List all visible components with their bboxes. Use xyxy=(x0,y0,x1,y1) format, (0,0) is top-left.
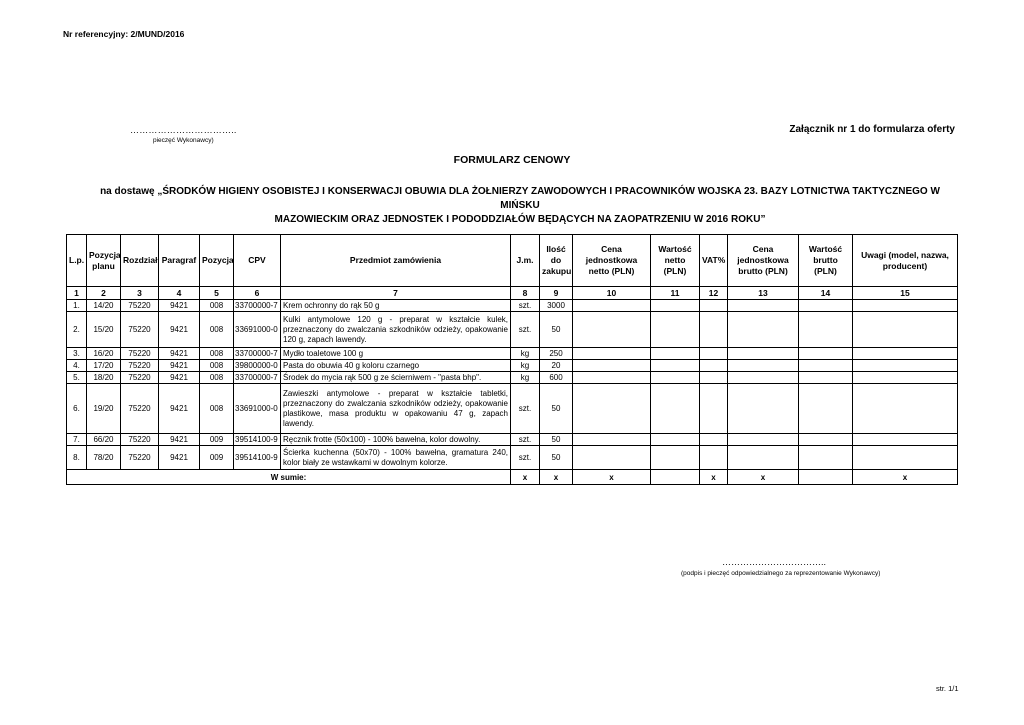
table-row xyxy=(67,372,958,384)
cell-wartosc-netto[interactable] xyxy=(651,348,700,360)
cell-rozdzial: 75220 xyxy=(121,372,159,384)
table-row xyxy=(67,300,958,312)
header-row xyxy=(67,235,958,287)
col-header-jm: J.m. xyxy=(511,235,540,287)
cell-vat[interactable] xyxy=(700,434,728,446)
cell-przedmiot: Kulki antymolowe 120 g - preparat w kształcie kulek, przeznaczony do zwalczania szkodników odzieży, opakowanie 120 g, zapach lawendy. xyxy=(281,312,511,348)
cell-wartosc-brutto[interactable] xyxy=(799,360,853,372)
col-number: 11 xyxy=(651,287,700,300)
cell-paragraf: 9421 xyxy=(159,300,200,312)
cell-wartosc-brutto[interactable] xyxy=(799,446,853,470)
cell-cena-netto[interactable] xyxy=(573,312,651,348)
cell-cpv: 39800000-0 xyxy=(234,360,281,372)
total-x-mark: x xyxy=(511,470,540,485)
cell-cena-netto[interactable] xyxy=(573,446,651,470)
cell-rozdzial: 75220 xyxy=(121,446,159,470)
cell-plan: 66/20 xyxy=(87,434,121,446)
form-subtitle xyxy=(80,185,960,227)
cell-przedmiot: Mydło toaletowe 100 g xyxy=(281,348,511,360)
column-numbers-row xyxy=(67,287,958,300)
stamp-label: pieczęć Wykonawcy) xyxy=(153,137,214,144)
cell-ilosc: 250 xyxy=(540,348,573,360)
cell-przedmiot: Pasta do obuwia 40 g koloru czarnego xyxy=(281,360,511,372)
cell-lp: 8. xyxy=(67,446,87,470)
cell-wartosc-brutto[interactable] xyxy=(799,300,853,312)
cell-cena-netto[interactable] xyxy=(573,384,651,434)
cell-cena-netto[interactable] xyxy=(573,360,651,372)
cell-cpv: 39514100-9 xyxy=(234,434,281,446)
cell-vat[interactable] xyxy=(700,446,728,470)
cell-paragraf: 9421 xyxy=(159,372,200,384)
col-header-pozycja: Pozycja xyxy=(200,235,234,287)
table-row xyxy=(67,446,958,470)
cell-jm: szt. xyxy=(511,446,540,470)
annex-label: Załącznik nr 1 do formularza oferty xyxy=(789,124,955,135)
signature-label: (podpis i pieczęć odpowiedzialnego za reprezentowanie Wykonawcy) xyxy=(681,570,881,577)
cell-plan: 19/20 xyxy=(87,384,121,434)
cell-uwagi[interactable] xyxy=(853,446,958,470)
cell-plan: 15/20 xyxy=(87,312,121,348)
cell-rozdzial: 75220 xyxy=(121,312,159,348)
cell-jm: kg xyxy=(511,360,540,372)
cell-ilosc: 50 xyxy=(540,434,573,446)
col-header-wartosc-netto: Wartość netto (PLN) xyxy=(651,235,700,287)
cell-rozdzial: 75220 xyxy=(121,360,159,372)
cell-plan: 18/20 xyxy=(87,372,121,384)
cell-pozycja: 009 xyxy=(200,434,234,446)
cell-uwagi[interactable] xyxy=(853,348,958,360)
cell-ilosc: 50 xyxy=(540,312,573,348)
col-header-rozdzial: Rozdział xyxy=(121,235,159,287)
cell-lp: 7. xyxy=(67,434,87,446)
cell-ilosc: 600 xyxy=(540,372,573,384)
col-number: 1 xyxy=(67,287,87,300)
cell-pozycja: 009 xyxy=(200,446,234,470)
cell-paragraf: 9421 xyxy=(159,384,200,434)
col-header-wartosc-brutto: Wartość brutto (PLN) xyxy=(799,235,853,287)
cell-lp: 2. xyxy=(67,312,87,348)
cell-lp: 5. xyxy=(67,372,87,384)
col-number: 3 xyxy=(121,287,159,300)
cell-wartosc-brutto[interactable] xyxy=(799,434,853,446)
price-table xyxy=(66,234,958,485)
cell-vat[interactable] xyxy=(700,384,728,434)
cell-rozdzial: 75220 xyxy=(121,384,159,434)
col-number: 5 xyxy=(200,287,234,300)
stamp-dots: …………………………….. xyxy=(130,125,237,135)
col-number: 10 xyxy=(573,287,651,300)
cell-rozdzial: 75220 xyxy=(121,300,159,312)
col-header-ilosc: Ilość do zakupu xyxy=(540,235,573,287)
cell-wartosc-netto[interactable] xyxy=(651,372,700,384)
cell-cena-brutto[interactable] xyxy=(728,372,799,384)
cell-paragraf: 9421 xyxy=(159,348,200,360)
cell-plan: 78/20 xyxy=(87,446,121,470)
col-header-plan: Pozycja planu xyxy=(87,235,121,287)
cell-uwagi[interactable] xyxy=(853,372,958,384)
cell-plan: 14/20 xyxy=(87,300,121,312)
cell-cena-brutto[interactable] xyxy=(728,360,799,372)
total-wartosc-brutto[interactable] xyxy=(799,470,853,485)
cell-vat[interactable] xyxy=(700,300,728,312)
col-number: 8 xyxy=(511,287,540,300)
cell-rozdzial: 75220 xyxy=(121,348,159,360)
cell-wartosc-brutto[interactable] xyxy=(799,384,853,434)
cell-jm: szt. xyxy=(511,384,540,434)
cell-cpv: 39514100-9 xyxy=(234,446,281,470)
cell-uwagi[interactable] xyxy=(853,300,958,312)
cell-cpv: 33700000-7 xyxy=(234,372,281,384)
cell-vat[interactable] xyxy=(700,360,728,372)
cell-lp: 3. xyxy=(67,348,87,360)
total-x-mark: x xyxy=(573,470,651,485)
total-x-mark: x xyxy=(540,470,573,485)
cell-uwagi[interactable] xyxy=(853,312,958,348)
cell-cena-netto[interactable] xyxy=(573,434,651,446)
cell-cena-netto[interactable] xyxy=(573,300,651,312)
cell-jm: kg xyxy=(511,348,540,360)
col-number: 7 xyxy=(281,287,511,300)
subtitle-line-2: MAZOWIECKIM ORAZ JEDNOSTEK I PODODDZIAŁÓW BĘDĄCYCH NA ZAOPATRZENIU W 2016 ROKU” xyxy=(274,214,766,225)
col-number: 4 xyxy=(159,287,200,300)
cell-cena-brutto[interactable] xyxy=(728,312,799,348)
cell-cena-brutto[interactable] xyxy=(728,300,799,312)
cell-vat[interactable] xyxy=(700,372,728,384)
cell-paragraf: 9421 xyxy=(159,446,200,470)
cell-wartosc-brutto[interactable] xyxy=(799,312,853,348)
cell-vat[interactable] xyxy=(700,348,728,360)
cell-rozdzial: 75220 xyxy=(121,434,159,446)
cell-wartosc-netto[interactable] xyxy=(651,360,700,372)
cell-cena-brutto[interactable] xyxy=(728,348,799,360)
col-number: 12 xyxy=(700,287,728,300)
cell-cena-netto[interactable] xyxy=(573,348,651,360)
cell-przedmiot: Ręcznik frotte (50x100) - 100% bawełna, kolor dowolny. xyxy=(281,434,511,446)
cell-wartosc-netto[interactable] xyxy=(651,300,700,312)
cell-jm: szt. xyxy=(511,312,540,348)
cell-wartosc-brutto[interactable] xyxy=(799,372,853,384)
col-header-vat: VAT% xyxy=(700,235,728,287)
cell-wartosc-netto[interactable] xyxy=(651,434,700,446)
cell-plan: 17/20 xyxy=(87,360,121,372)
cell-wartosc-netto[interactable] xyxy=(651,312,700,348)
cell-paragraf: 9421 xyxy=(159,360,200,372)
cell-przedmiot: Ścierka kuchenna (50x70) - 100% bawełna, gramatura 240, kolor biały ze wstawkami w dowolnym kolorze. xyxy=(281,446,511,470)
col-number: 2 xyxy=(87,287,121,300)
cell-ilosc: 50 xyxy=(540,446,573,470)
cell-paragraf: 9421 xyxy=(159,312,200,348)
cell-pozycja: 008 xyxy=(200,348,234,360)
col-header-cena-brutto: Cena jednostkowa brutto (PLN) xyxy=(728,235,799,287)
col-header-lp: L.p. xyxy=(67,235,87,287)
table-row xyxy=(67,312,958,348)
cell-lp: 1. xyxy=(67,300,87,312)
total-label: W sumie: xyxy=(67,470,511,485)
cell-cena-brutto[interactable] xyxy=(728,446,799,470)
cell-wartosc-netto[interactable] xyxy=(651,446,700,470)
cell-pozycja: 008 xyxy=(200,360,234,372)
signature-dots: …………………………….. xyxy=(722,557,827,567)
page-number: str. 1/1 xyxy=(936,684,959,693)
cell-lp: 4. xyxy=(67,360,87,372)
cell-pozycja: 008 xyxy=(200,300,234,312)
cell-jm: szt. xyxy=(511,300,540,312)
cell-uwagi[interactable] xyxy=(853,434,958,446)
cell-pozycja: 008 xyxy=(200,312,234,348)
col-number: 15 xyxy=(853,287,958,300)
cell-wartosc-netto[interactable] xyxy=(651,384,700,434)
cell-przedmiot: Zawieszki antymolowe - preparat w kształcie tabletki, przeznaczony do zwalczania szkodników odzieży, opakowanie plastikowe, masa produktu w opakowaniu 47 g, zapach lawendy. xyxy=(281,384,511,434)
cell-pozycja: 008 xyxy=(200,384,234,434)
total-row xyxy=(67,470,958,485)
cell-ilosc: 50 xyxy=(540,384,573,434)
col-number: 13 xyxy=(728,287,799,300)
total-x-mark: x xyxy=(853,470,958,485)
cell-plan: 16/20 xyxy=(87,348,121,360)
col-header-cena-netto: Cena jednostkowa netto (PLN) xyxy=(573,235,651,287)
cell-jm: szt. xyxy=(511,434,540,446)
cell-cena-brutto[interactable] xyxy=(728,384,799,434)
col-header-cpv: CPV xyxy=(234,235,281,287)
cell-przedmiot: Krem ochronny do rąk 50 g xyxy=(281,300,511,312)
form-title: FORMULARZ CENOWY xyxy=(453,154,571,166)
cell-uwagi[interactable] xyxy=(853,360,958,372)
cell-cpv: 33691000-0 xyxy=(234,384,281,434)
col-number: 6 xyxy=(234,287,281,300)
subtitle-line-1: na dostawę „ŚRODKÓW HIGIENY OSOBISTEJ I KONSERWACJI OBUWIA DLA ŻOŁNIERZY ZAWODOWYCH I PRACOWNIKÓW WOJSKA 23. BAZY LOTNICTWA TAKTYCZNEGO W MIŃSKU xyxy=(100,186,940,211)
cell-cpv: 33700000-7 xyxy=(234,300,281,312)
reference-number: Nr referencyjny: 2/MUND/2016 xyxy=(63,29,185,39)
total-x-mark: x xyxy=(700,470,728,485)
cell-wartosc-brutto[interactable] xyxy=(799,348,853,360)
cell-pozycja: 008 xyxy=(200,372,234,384)
cell-ilosc: 3000 xyxy=(540,300,573,312)
cell-paragraf: 9421 xyxy=(159,434,200,446)
cell-ilosc: 20 xyxy=(540,360,573,372)
col-header-paragraf: Paragraf xyxy=(159,235,200,287)
col-header-uwagi: Uwagi (model, nazwa, producent) xyxy=(853,235,958,287)
table-row xyxy=(67,384,958,434)
table-row xyxy=(67,434,958,446)
cell-cpv: 33700000-7 xyxy=(234,348,281,360)
col-header-przedmiot: Przedmiot zamówienia xyxy=(281,235,511,287)
cell-przedmiot: Środek do mycia rąk 500 g ze ścierniwem - "pasta bhp". xyxy=(281,372,511,384)
table-row xyxy=(67,348,958,360)
col-number: 14 xyxy=(799,287,853,300)
total-wartosc-netto[interactable] xyxy=(651,470,700,485)
total-x-mark: x xyxy=(728,470,799,485)
table-row xyxy=(67,360,958,372)
cell-lp: 6. xyxy=(67,384,87,434)
cell-cena-netto[interactable] xyxy=(573,372,651,384)
col-number: 9 xyxy=(540,287,573,300)
cell-cena-brutto[interactable] xyxy=(728,434,799,446)
cell-jm: kg xyxy=(511,372,540,384)
cell-vat[interactable] xyxy=(700,312,728,348)
cell-uwagi[interactable] xyxy=(853,384,958,434)
cell-cpv: 33691000-0 xyxy=(234,312,281,348)
